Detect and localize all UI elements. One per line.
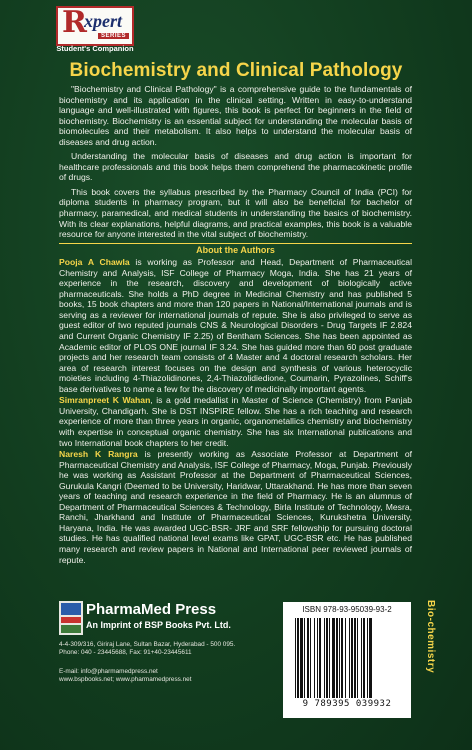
book-title: Biochemistry and Clinical Pathology — [69, 60, 403, 81]
barcode-digits: 9 789395 039932 — [302, 699, 392, 709]
about-authors-heading: About the Authors — [59, 243, 412, 256]
address-line: 4-4-309/316, Giriraj Lane, Sultan Bazar, Hyderabad - 500 095. — [59, 641, 236, 648]
rxpert-series-logo — [56, 6, 134, 61]
author-bio-text: , is a gold medallist in Master of Science (Chemistry) from Panjab University, Chandigarh. She is DST INSPIRE fellow. She has a rich teaching and research experience of more than three years in organic, organometallics chemistry and biochemistry with expertise in conceptual organic chemistry. She has six International publications and two International book chapters to her credit. — [59, 395, 412, 448]
logo-box — [56, 6, 134, 46]
publisher-logo-icon — [59, 601, 83, 635]
intro-paragraph: This book covers the syllabus prescribed by the Pharmacy Council of India (PCI) for diploma students in pharmacy program, but it will also be beneficial for bachelor of pharmacy, paramedical, and medical students in understanding the basics of biochemistry. With its clear explanations, helpful diagrams, and practical examples, this book is a valuable resource for anyone interested in the vital subject of biochemistry. — [59, 186, 412, 240]
blurb — [59, 84, 412, 565]
author-name: Pooja A Chawla — [59, 257, 130, 268]
logo-subtitle: Student's Companion — [56, 44, 134, 53]
publisher-contact — [59, 668, 192, 685]
website-line: www.bspbooks.net; www.pharmamedpress.net — [59, 676, 192, 684]
intro-paragraph: "Biochemistry and Clinical Pathology" is a comprehensive guide to the fundamentals of biochemistry and its application in the clinical setting. Written in easy-to-understand language and well-illustrated with figures, this book is perfect for beginners in the field of biochemistry. Biochemistry is an essential subject for understanding the molecular basis of biomolecules and their metabolism. It also helps to understand the molecular basis of diseases and drug action. — [59, 84, 412, 147]
author-name: Naresh K Rangra — [59, 449, 138, 460]
publisher-address — [59, 641, 235, 658]
intro-paragraph: Understanding the molecular basis of diseases and drug action is important for healthcare professionals and this book helps them comprehend the pharmacokinetic profile of drugs. — [59, 151, 412, 183]
author-bio — [59, 449, 412, 565]
author-name: Simranpreet K Wahan — [59, 395, 151, 406]
author-bio — [59, 257, 412, 394]
publisher-imprint: An Imprint of BSP Books Pvt. Ltd. — [86, 620, 231, 630]
email-line: E-mail: info@pharmamedpress.net — [59, 668, 158, 675]
logo-r: R — [62, 5, 87, 40]
author-bio-text: is working as Professor and Head, Department of Pharmaceutical Chemistry and Analysis, ISF College of Pharmacy Moga, India. She has 21 years of experience in the research, discovery and development of biologically active pharmaceuticals. She holds a PhD degree in Medicinal Chemistry and has published 5 books, 15 book chapters and more than 120 papers in National/International journals and is serving as a reviewer for international journals of repute. She is also privileged to serve as guest editor of two reputed journals CNS & Neurological Disorders - Drug Targets IF 2.824 and Current Organic Chemistry IF 2.25) of Bentham Sciences. She has been appointed as Academic editor of PLOS ONE journal IF 3.24. She has guided more than 60 post graduate projects and her research team consists of 4 Master and 4 doctoral research scholars. Her area of research interest focuses on the design and synthesis of various heterocyclic moieties including 4-Thiazolidinones, 2,4-Thiazolidiedione, Coumarin, Pyrazolines, Schiff's base derivatives to name a few for the discovery of medicinally important agents. — [59, 257, 412, 394]
author-bio — [59, 395, 412, 448]
logo-xpert: xpert — [84, 11, 122, 31]
logo-series: SERIES — [98, 33, 129, 39]
publisher-name: PharmaMed Press — [86, 601, 217, 618]
spine-label — [420, 600, 438, 740]
spine-text: Bio-chemistry — [425, 600, 436, 674]
author-bio-text: is presently working as Associate Professor at Department of Pharmaceutical Chemistry and Analysis, ISF College of Pharmacy, Moga, Punjab. Previously he was working as Assistant Professor at the Department of Pharmaceutical Sciences, Gurukula Kangri (Deemed to be University, Haridwar, Uttarakhand. He has more than seven years of teaching and research experience in the field of Pharmacy. He is an alumnus of Department of Pharmaceutical Sciences & Technology, Birla Institute of Technology, Mesra, Ranchi, Jharkhand and Institute of Pharmaceutical Sciences, Kurukshetra University, Haryana, India. He was awarded UGC-BSR- JRF and SRF fellowship for pursuing doctoral studies. He has qualified national level exams like GPAT, UGC-BSR etc. He has published many research and review papers in National and International peer reviewed journals of repute. — [59, 449, 413, 565]
barcode-image — [293, 618, 401, 698]
phone-line: Phone: 040 - 23445688, Fax: 91+40-23445611 — [59, 649, 192, 657]
author-bios — [59, 257, 412, 565]
isbn-label: ISBN 978-93-95039-93-2 — [302, 605, 392, 614]
isbn-barcode-box — [283, 602, 411, 718]
